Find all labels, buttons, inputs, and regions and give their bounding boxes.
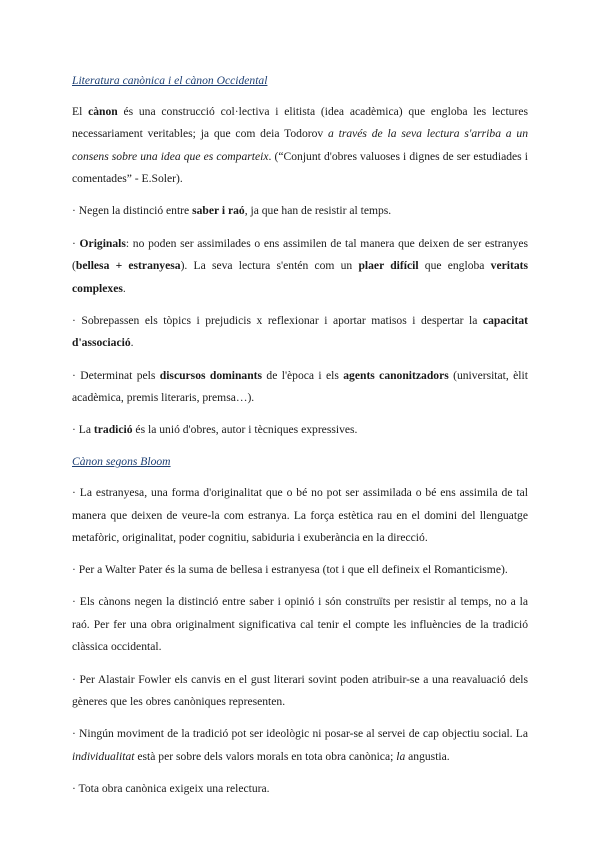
bullet-negen: · Negen la distinció entre saber i raó, ja que han de resistir al temps. [72, 204, 392, 218]
bullet-determinat: · Determinat pels discursos dominants de l'època i els agents canonitzadors (universitat, èlit acadèmica, premis literaris, premsa…). [72, 368, 528, 405]
bullet-estranyesa: · La estranyesa, una forma d'originalitat que o bé no pot ser assimilada o bé ens assimila de tal manera que deixen de veure-la com estranya. La força estètica rau en el domini del llenguatge metafòric, originalitat, poder cognitiu, sabiduria i exuberància en la direcció. [72, 485, 528, 545]
term-canon: cànon [88, 104, 118, 118]
intro-paragraph: El cànon és una construcció col·lectiva i elitista (idea acadèmica) que engloba les lectures necessariament veritables; ja que com deia Todorov a través de la seva lectura s'arriba a un consens sobre una idea que es comparteix. (“Conjunt d'obres valuoses i dignes de ser estudiades i comentades” - E.Soler). [72, 104, 528, 186]
bullet-canons: · Els cànons negen la distinció entre saber i opinió i són construïts per resistir al temps, no a la raó. Per fer una obra originalment significativa cal tenir el compte les influències de la tradició clàssica occidental. [72, 595, 528, 654]
bullet-sobrepassen: · Sobrepassen els tòpics i prejudicis x reflexionar i aportar matisos i despertar la capacitat d'associació. [72, 313, 528, 350]
bullet-pater: · Per a Walter Pater és la suma de bellesa i estranyesa (tot i que ell defineix el Romanticisme). [72, 563, 508, 577]
bullet-originals: · Originals: no poden ser assimilades o ens assimilen de tal manera que deixen de ser estranyes (bellesa + estranyesa). La seva lectura s'entén com un plaer difícil que engloba veritats complexes. [72, 236, 528, 295]
section-heading-bloom: Cànon segons Bloom [72, 455, 171, 469]
section-heading-literatura: Literatura canònica i el cànon Occidental [72, 74, 268, 87]
bullet-ningun: · Ningún moviment de la tradició pot ser ideològic ni posar-se al servei de cap objectiu social. La individualitat està per sobre dels valors morals en tota obra canònica; la angustia. [72, 727, 528, 763]
todorov-quote: a través de la seva lectura s'arriba a un consens sobre una idea que es comparteix [72, 127, 528, 163]
bullet-tota: · Tota obra canònica exigeix una relectura. [72, 781, 270, 795]
document-page [72, 70, 528, 810]
bullet-fowler: · Per Alastair Fowler els canvis en el gust literari sovint poden atribuir-se a una reavaluació dels gèneres que les obres canòniques representen. [72, 672, 528, 709]
bullet-tradicio: · La tradició és la unió d'obres, autor i tècniques expressives. [72, 423, 358, 437]
